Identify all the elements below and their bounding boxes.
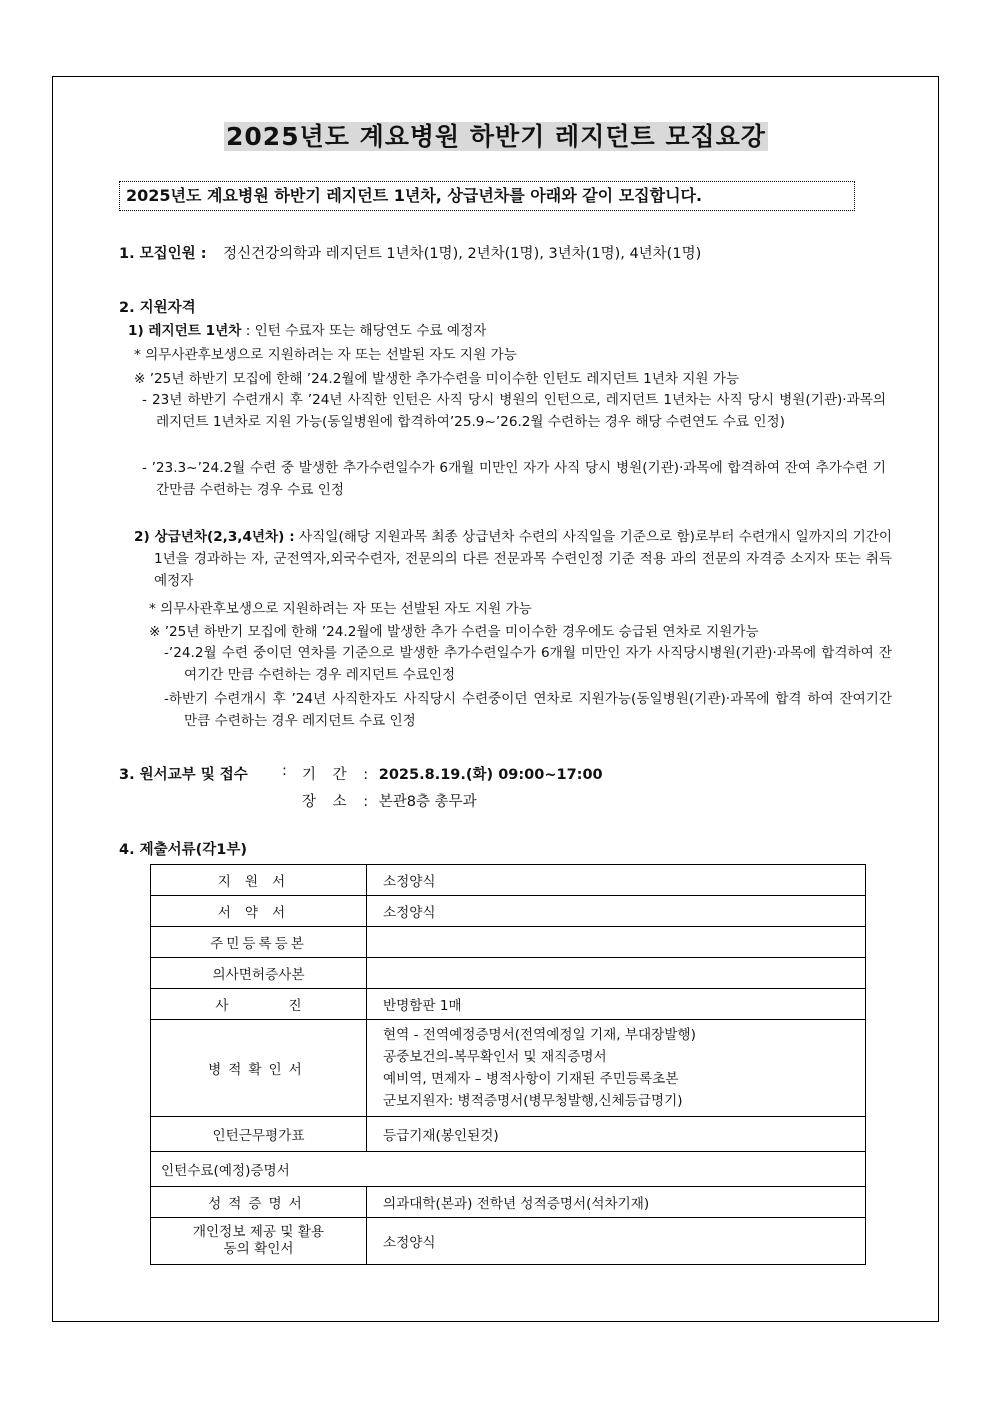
doc-name: 개인정보 제공 및 활용 동의 확인서 — [151, 1218, 367, 1265]
table-row — [151, 1020, 866, 1117]
table-row — [151, 1152, 866, 1187]
senior-note1: * 의무사관후보생으로 지원하려는 자 또는 선발된 자도 지원 가능 — [149, 601, 532, 617]
notice-box: 2025년도 계요병원 하반기 레지던트 1년차, 상급년차를 아래와 같이 모집합니다. — [119, 181, 855, 211]
doc-name: 인턴수료(예정)증명서 — [151, 1152, 866, 1187]
table-row — [151, 1117, 866, 1152]
doc-note: 현역 - 전역예정증명서(전역예정일 기재, 부대장발행) 공중보건의-복무확인서 및 재직증명서 예비역, 면제자 – 병적사항이 기재된 주민등록초본 군보지원자: 병적증명서(병무청발행,신체등급명기) — [367, 1020, 866, 1117]
document-title: 2025년도 계요병원 하반기 레지던트 모집요강 — [226, 122, 766, 151]
resident1-note1: * 의무사관후보생으로 지원하려는 자 또는 선발된 자도 지원 가능 — [134, 347, 517, 363]
table-row — [151, 989, 866, 1020]
section-text: 정신건강의학과 레지던트 1년차(1명), 2년차(1명), 3년차(1명), 4년차(1명) — [223, 246, 702, 262]
application-place: 장 소 : 본관8층 총무과 — [302, 794, 477, 810]
resident1-line: 1) 레지던트 1년차 : 인턴 수료자 또는 해당연도 수료 예정자 — [128, 323, 487, 339]
table-row — [151, 958, 866, 989]
doc-name: 주민등록등본 — [151, 927, 367, 958]
table-row — [151, 865, 866, 896]
table-row — [151, 1187, 866, 1218]
doc-note — [367, 958, 866, 989]
section-recruitment — [119, 242, 701, 263]
doc-note: 소정양식 — [367, 896, 866, 927]
senior-note2: ※ ’25년 하반기 모집에 한해 ’24.2월에 발생한 추가 수련을 미이수한 경우에도 승급된 연차로 지원가능 — [149, 624, 759, 640]
resident1-dash2: - ’23.3~’24.2월 수련 중 발생한 추가수련일수가 6개월 미만인 자가 사직 당시 병원(기관)·과목에 합격하여 잔여 추가수련 기간만큼 수련하는 경우 수료 인정 — [142, 460, 886, 498]
doc-name: 병적확인서 — [151, 1020, 367, 1117]
section-qualification-title: 2. 지원자격 — [119, 300, 196, 316]
doc-name: 의사면허증사본 — [151, 958, 367, 989]
senior-qualification: 2) 상급년차(2,3,4년차) : 사직일(해당 지원과목 최종 상급년차 수련의 사직일을 기준으로 함)로부터 수련개시 일까지의 기간이 1년을 경과하는 자, 군전역자,외국수련자, 전문의의 다른 전문과목 수련인정 기준 적용 과의 전문의 자격증 소지자 또는 취득 예정자 — [134, 529, 892, 589]
doc-name: 지원서 — [151, 865, 367, 896]
table-row — [151, 896, 866, 927]
doc-note: 소정양식 — [367, 865, 866, 896]
doc-note — [367, 927, 866, 958]
senior-dash1: -’24.2월 수련 중이던 연차를 기준으로 발생한 추가수련일수가 6개월 미만인 자가 사직당시병원(기관)·과목에 합격하여 잔여기간 만큼 수련하는 경우 레지던트 수료인정 — [164, 645, 892, 683]
table-row — [151, 1218, 866, 1265]
section-application-title: 3. 원서교부 및 접수 — [119, 767, 248, 783]
doc-name: 서약서 — [151, 896, 367, 927]
doc-note: 소정양식 — [367, 1218, 866, 1265]
resident1-dash1: - 23년 하반기 수련개시 후 ’24년 사직한 인턴은 사직 당시 병원의 인턴으로, 레지던트 1년차는 사직 당시 병원(기관)·과목의 레지던트 1년차로 지원 가능(동일병원에 합격하여’25.9~’26.2월 수련하는 경우 해당 수련연도 수료 인정) — [142, 392, 886, 430]
doc-name: 사진 — [151, 989, 367, 1020]
documents-table — [150, 864, 866, 1265]
doc-name: 성적증명서 — [151, 1187, 367, 1218]
resident1-note2: ※ ’25년 하반기 모집에 한해 ’24.2월에 발생한 추가수련을 미이수한 인턴도 레지던트 1년차 지원 가능 — [134, 371, 740, 387]
doc-note: 반명함판 1매 — [367, 989, 866, 1020]
senior-dash2: -하반기 수련개시 후 ’24년 사직한자도 사직당시 수련중이던 연차로 지원가능(동일병원(기관)·과목에 합격 하여 잔여기간 만큼 수련하는 경우 레지던트 수료 인정 — [164, 691, 892, 729]
section-application-colon: : — [282, 763, 287, 779]
doc-note: 등급기재(봉인된것) — [367, 1117, 866, 1152]
section-label: 1. 모집인원 : — [119, 246, 207, 262]
table-row — [151, 927, 866, 958]
section-documents-title: 4. 제출서류(각1부) — [119, 842, 248, 858]
doc-name: 인턴근무평가표 — [151, 1117, 367, 1152]
doc-note: 의과대학(본과) 전학년 성적증명서(석차기재) — [367, 1187, 866, 1218]
application-period: 기 간 : 2025.8.19.(화) 09:00~17:00 — [302, 767, 603, 783]
